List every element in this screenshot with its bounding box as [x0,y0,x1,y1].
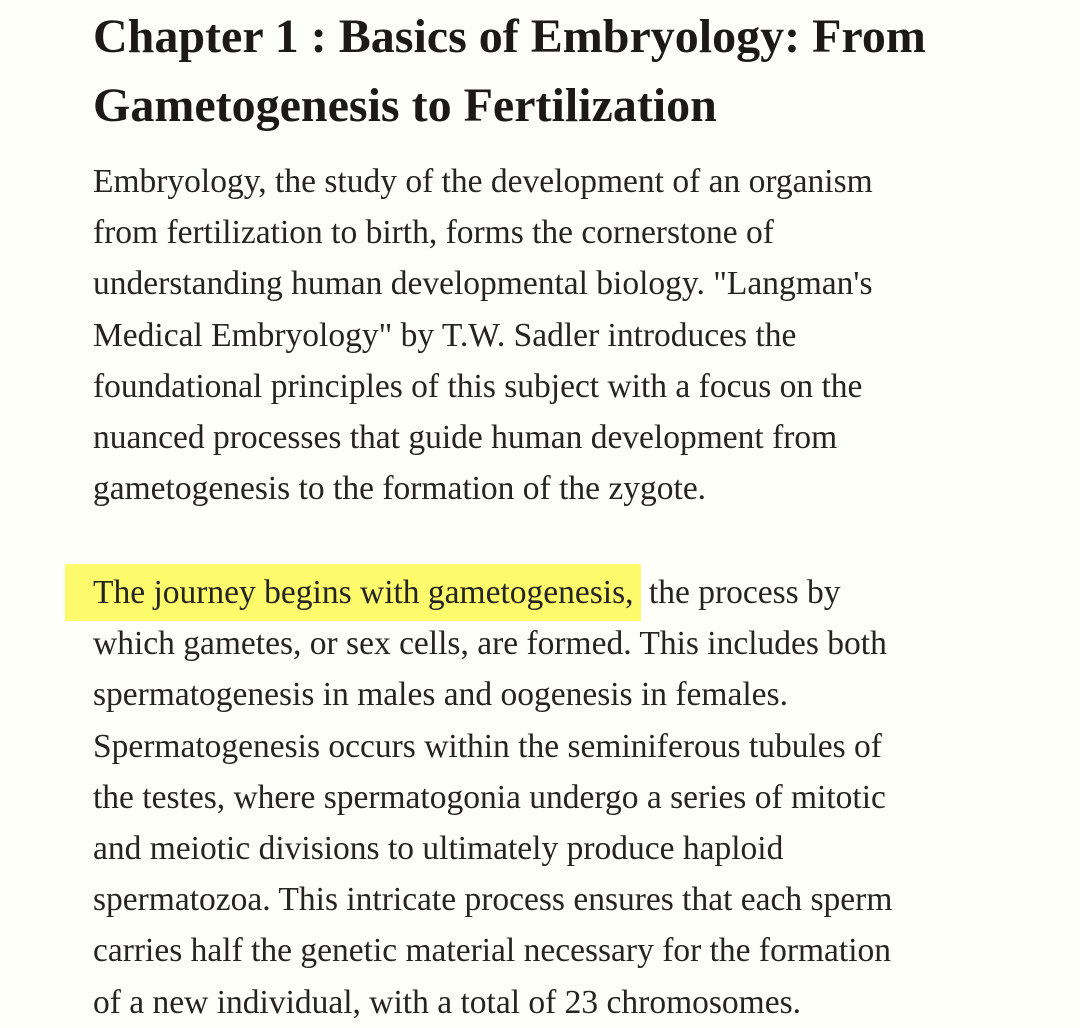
text-line[interactable]: carries half the genetic material necessary for the formation [93,932,892,970]
text-line[interactable]: understanding human developmental biology. "Langman's [93,265,873,303]
text-line[interactable]: Embryology, the study of the development of an organism [93,163,873,200]
text-line[interactable]: Medical Embryology" by T.W. Sadler introduces the [93,316,797,354]
document-page [93,0,1013,1021]
text-line[interactable]: of a new individual, with a total of 23 chromosomes. [93,983,802,1021]
text-line[interactable]: foundational principles of this subject with a focus on the [93,367,863,405]
text-line[interactable]: gametogenesis to the formation of the zygote. [93,470,707,508]
text-line[interactable]: from fertilization to birth, forms the cornerstone of [93,214,774,252]
chapter-title-line-1: Chapter 1 : Basics of Embryology: From [93,10,926,63]
text-line[interactable]: which gametes, or sex cells, are formed. This includes both [93,625,887,663]
text-line[interactable]: spermatogenesis in males and oogenesis in females. [93,676,788,714]
text-line[interactable]: the testes, where spermatogonia undergo a series of mitotic [93,778,886,816]
text-line[interactable]: and meiotic divisions to ultimately produce haploid [93,830,784,868]
chapter-title [93,0,1013,140]
paragraph-intro [93,156,873,514]
paragraph-gametogenesis [93,567,892,1028]
text-line[interactable]: spermatozoa. This intricate process ensures that each sperm [93,881,893,919]
text-line[interactable]: Spermatogenesis occurs within the seminiferous tubules of [93,727,882,765]
highlighted-text[interactable]: The journey begins with gametogenesis, [65,564,641,621]
text-line[interactable] [93,567,892,618]
text-line[interactable]: nuanced processes that guide human development from [93,419,838,457]
chapter-title-line-2: Gametogenesis to Fertilization [93,79,717,132]
text-fragment[interactable]: the process by [640,574,841,611]
